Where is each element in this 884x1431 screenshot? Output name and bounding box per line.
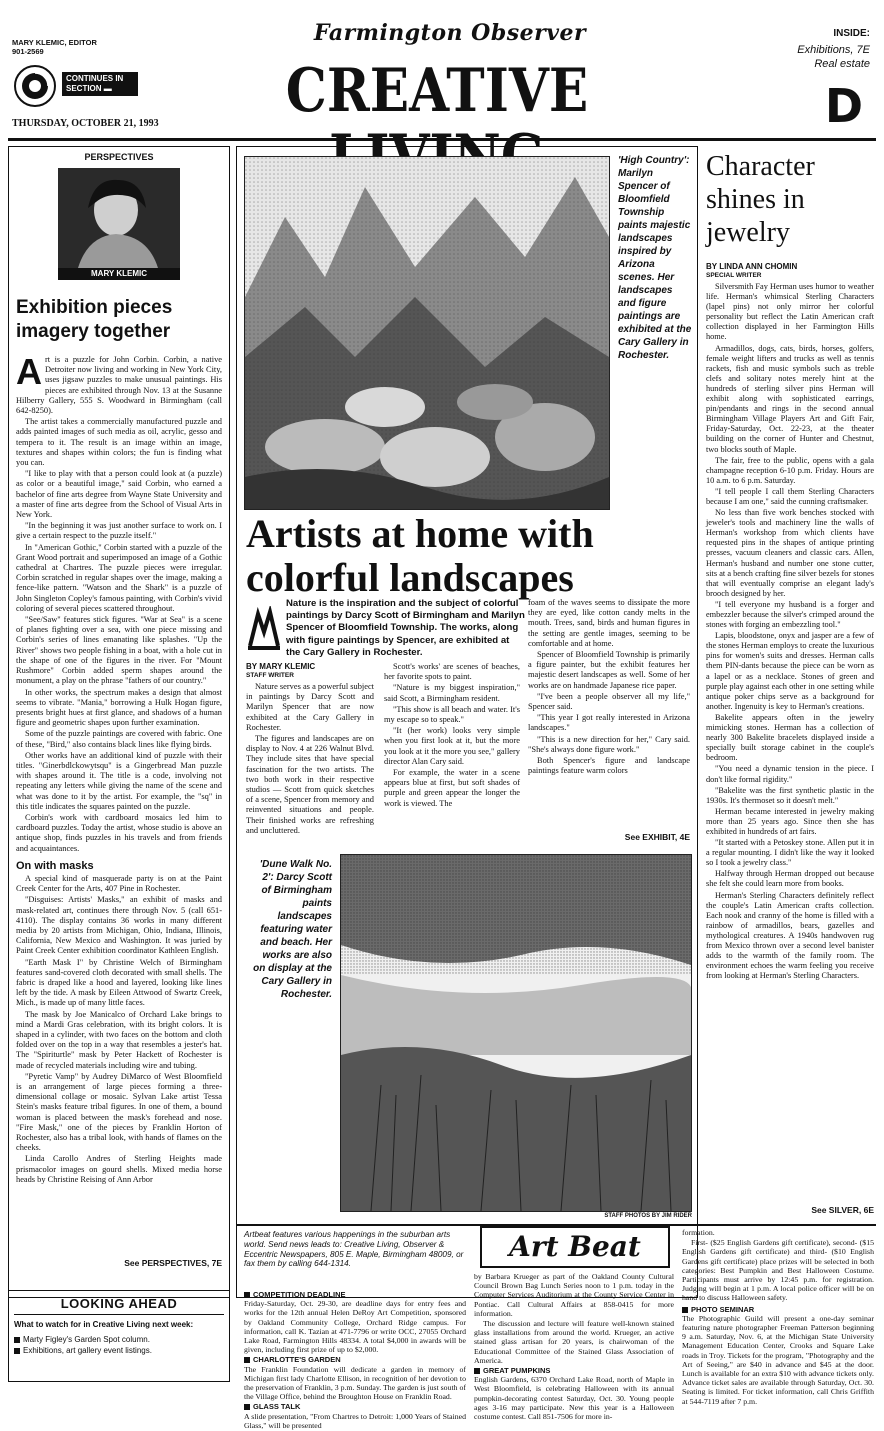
dune-walk-photo — [340, 854, 692, 1212]
bullet-icon — [682, 1307, 688, 1313]
paragraph: A slide presentation, "From Chartres to Detroit: 1,000 Years of Stained Glass," will be presented — [244, 1411, 466, 1430]
paragraph: Linda Carollo Andres of Sterling Heights made prismacolor images on gourd shells. Mixed media horse heads by Christine Reising of Ann Arbor — [16, 1154, 222, 1184]
paragraph: "This is a new direction for her," Cary said. "She's always done figure work." — [528, 734, 690, 754]
art-beat-title: Art Beat — [480, 1226, 670, 1268]
paragraph: rt is a puzzle for John Corbin. Corbin, a native Detroiter now living and working in New York City, uses jigsaw puzzles to make unusual paintings. His pieces are exhibited through Nov. 13 at the Susanne Hilberry Gallery, 555 S. Woodward in Birmingham (call 642-8250). — [16, 355, 222, 416]
art-beat-intro: Artbeat features various happenings in the suburban arts world. Send news leads to: Creative Living, Observer & Eccentric Newspapers, 805 E. Maple, Birmingham 48009, or fax them by calling 644-1314. — [244, 1230, 464, 1269]
paragraph: "I tell people I call them Sterling Characters because I am one," said the cunning craftsmaker. — [706, 486, 874, 506]
art-beat-heading: PHOTO SEMINAR — [682, 1305, 874, 1314]
paragraph: The Photographic Guild will present a one-day seminar featuring nature photographer Freeman Patterson beginning 9 a.m. Saturday, Nov. 6, at the Michigan State University Management Education Center, Crooks and Square Lake roads in Troy. Tickets for the program, "Photography and the Art of Seeing," are $40 in advance and $45 at the door. Lunch is available for an extra $10 with advance tickets only. Advance ticket sales are available through Saturday, Oct. 30. Seating is limited. For ticket information, call Chris Griffith at 544-7119 after 7 p.m. — [682, 1313, 874, 1406]
artist-logo-icon — [246, 606, 282, 652]
paragraph: A special kind of masquerade party is on at the Paint Creek Center for the Arts, 407 Pine in Rochester. — [16, 873, 222, 894]
paragraph: "It started with a Petoskey stone. Allen put it in a regular mounting. I didn't like the way it looked so I took a jewelry class." — [706, 838, 874, 868]
see-exhibit-link[interactable]: See EXHIBIT, 4E — [624, 832, 690, 842]
looking-ahead-title: LOOKING AHEAD — [60, 1296, 178, 1311]
paragraph: Armadillos, dogs, cats, birds, horses, golfers, female weight lifters and trucks as well as tennis rackets, fish and music symbols such as treble clefs and solitary notes merely hint at the hundreds of sterling silver pins Herman will exhibit along with sophisticated earrings, pin/pendants and rings in the second annual Birmingham Village Players Art and Gift Fair, Friday-Saturday, Oct. 22-23, at the theater building on the corner of Hunter and Chestnut, two blocks south of Maple. — [706, 343, 874, 454]
looking-ahead-intro: What to watch for in Creative Living next week: — [14, 1320, 194, 1329]
paragraph: Friday-Saturday, Oct. 29-30, are deadline days for entry fees and works for the 12th annual Helen DeRoy Art Competition, sponsored by Oakland Community College, Orchard Ridge campus. For information, call K. Tazian at 471-7796 or write OCC, 27055 Orchard Lake Road, Farmington Hills 48334. A total $4,000 in awards will be given, including first prize of up to $2,000. — [244, 1299, 466, 1355]
bullet-icon — [244, 1357, 250, 1363]
perspectives-label: PERSPECTIVES — [84, 152, 154, 162]
paragraph: foam of the waves seems to dissipate the more they are eyed, like cotton candy melts in the mouth. Trees, sand, birds and human figures in the setting are gentle images, seeming to be comfortable and at home. — [528, 598, 690, 648]
paragraph: "I've been a people observer all my life," Spencer said. — [528, 691, 690, 712]
art-beat-col1 — [244, 1290, 466, 1431]
inside-box — [740, 28, 870, 71]
subhead: On with masks — [16, 859, 94, 872]
art-beat-col2 — [474, 1272, 674, 1422]
art-beat-heading: GLASS TALK — [244, 1402, 466, 1411]
landscape-byline: BY MARY KLEMIC STAFF WRITER — [246, 662, 316, 679]
perspectives-body — [16, 351, 222, 1186]
bullet-icon — [14, 1337, 20, 1343]
high-country-caption: 'High Country': Marilyn Spencer of Bloomfield Township paints majestic landscapes inspired by Arizona scenes. Her landscapes and figure paintings are exhibited at the Cary Gallery in Rochester. — [618, 155, 692, 361]
editor-credit: MARY KLEMIC, EDITOR 901-2569 — [12, 38, 97, 56]
paragraph: "This show is all beach and water. It's my escape so to speak." — [384, 704, 520, 725]
paragraph: Spencer of Bloomfield Township is primarily a figure painter, but the exhibit features her majestic desert landscapes as well. Some of her works are on handmade Japanese rice paper. — [528, 650, 690, 690]
paragraph: Herman's Sterling Characters definitely reflect the couple's Latin American crafts collection. Each nook and cranny of the home is filled with a rainbow of armadillos, bears, gazelles and mythological creatures. A 1940s handwoven rug from Mexico thrown over a second level banister adds to the warmth of the family room. The environment echoes the warm feeling you receive from looking at Herman's Sterling Characters. — [706, 890, 874, 981]
paragraph: The discussion and lecture will feature well-known stained glass installations from around the world. Krueger, an active stained glass artisan for 20 years, is chairwoman of the Educational Committee of the Stained Glass Association of America. — [474, 1319, 674, 1365]
see-silver-link[interactable]: See SILVER, 6E — [811, 1205, 874, 1215]
landscape-col3 — [528, 598, 690, 777]
paragraph: "Pyretic Vamp" by Audrey DiMarco of West Bloomfield is an arrangement of large pieces forming a three-dimensional collage or mosaic. Sylvan Lake artist Tessa Stein's masks feature tribal figures. In one of them, a bound woman is placed between the mask's forehead and nose. "Fire Mask," one of the pieces by Franklin Horton of Rochester, also has a tribal look, with hands of flames on the cheeks. — [16, 1071, 222, 1153]
paragraph: formation. — [682, 1228, 715, 1237]
paragraph: The artist takes a commercially manufactured puzzle and adds painted images of such media as oil, acrylic, gesso and tempera to it. The result is an image within an image, textures and shapes within colors; the fun is finding what you can. — [16, 417, 222, 468]
paragraph: Other works have an additional kind of puzzle with their titles. "Ginerbdlckowytsqu" is a Gingerbread Man puzzle with shapes around it. The title is a code, involving not repeating any letters while giving the name of the scene and what was done to it by the artist. For example, the "sq" in this title indicates the squares painted on the puzzle. — [16, 750, 222, 811]
paragraph: "I like to play with that a person could look at (a puzzle) as color or a beautiful image," said Corbin, who earned a bachelor of fine arts degree from Wayne State University and a master of fine arts degree from the School of Visual Arts in New York. — [16, 469, 222, 520]
paragraph: In "American Gothic," Corbin started with a puzzle of the Grant Wood portrait and superimposed an image of a Gothic cathedral at Chartres. The puzzle pieces were irregular. Corbin scratched in regular shapes over the image, making a fence-like pattern. "Watson and the Shark" is a puzzle of John Singleton Copley's famous painting, with Corbin's vivid coloring of several pieces scattered throughout. — [16, 542, 222, 613]
art-beat-heading: COMPETITION DEADLINE — [244, 1290, 466, 1299]
perspectives-headline: Exhibition pieces imagery together — [16, 297, 173, 342]
paragraph: The Franklin Foundation will dedicate a garden in memory of Michigan first lady Charlotte Ellison, in recognition of her devotion to the preservation of Franklin, 3 p.m. Sunday. The garden is just south of the Village Office, behind the Broughton House on Franklin Road. — [244, 1364, 466, 1402]
paragraph: "I tell everyone my husband is a forger and embezzler because the silver's crimped around the stones with forging an embezzling tool." — [706, 599, 874, 630]
paragraph: "Earth Mask I" by Christine Welch of Birmingham features sand-covered cloth decorated with small shells. The fabric is draped like a hood and layered, looking like lines left by the tide. A mask by Eileen Attwood of Swartz Creek, Mich., is made up of many little faces. — [16, 957, 222, 1008]
art-beat-col3 — [682, 1228, 874, 1407]
art-beat-heading: CHARLOTTE'S GARDEN — [244, 1355, 466, 1364]
art-beat-heading: GREAT PUMPKINS — [474, 1366, 674, 1375]
drop-cap: A — [16, 351, 42, 392]
inside-item: Exhibitions, 7E — [797, 44, 870, 56]
paragraph: Some of the puzzle paintings are covered with fabric. One of these, "Bird," also contains black lines like flying birds. — [16, 729, 222, 749]
paragraph: Bakelite appears often in the jewelry mimicking stones. Herman has a collection of nearly 300 Bakelite bracelets displayed inside a specially built storage cabinet in the couple's bedroom. — [706, 712, 874, 763]
paragraph: "In the beginning it was just another surface to work on. I give a certain respect to the puzzle itself." — [16, 521, 222, 541]
creative-living-logo-icon — [13, 64, 57, 108]
photo-credit: STAFF PHOTOS BY JIM RIDER — [604, 1213, 692, 1219]
looking-ahead-list — [14, 1334, 224, 1356]
landscape-headline: Artists at home with colorful landscapes — [246, 511, 594, 600]
section-letter-badge: D — [824, 79, 864, 133]
arrow-icon: ▬ — [103, 84, 112, 93]
paragraph: Nature serves as a powerful subject in paintings by Darcy Scott and Marilyn Spencer that are now exhibited at the Cary Gallery in Rochester. — [246, 682, 374, 732]
paragraph: Lapis, bloodstone, onyx and jasper are a few of the stones Herman employs to create the luxurious pins for women's suits and dresses. Herman calls them PIN-dants because the piece can be worn as a lapel or as a necklace. Stones of green and purple play against each other in one setting while antique poker chips serve as a background for another. Ingenuity is key to Herman's creations. — [706, 631, 874, 711]
jewelry-headline: Character shines in jewelry — [706, 151, 815, 248]
paragraph: The fair, free to the public, opens with a gala champagne reception 6-10 p.m. Friday. Hours are 10 a.m. to 6 p.m. Saturday. — [706, 455, 874, 485]
continues-in-section-box: CONTINUES IN SECTION ▬ — [62, 72, 138, 96]
paragraph: "It (her work) looks very simple when you first look at it, but the more you look at it the more you see," gallery director Alan Cary said. — [384, 726, 520, 766]
paragraph: First- ($25 English Gardens gift certificate), second- ($15 English Gardens gift certificate) and third- ($10 English Gardens gift certificate) place prizes will be selected in both categories: Best Pumpkin and Best Halloween Costume. Participants must arrive by 12:45 p.m. for registration. Judging will begin at 1 p.m. A local police officer will be on hand to discuss Halloween safety. — [682, 1238, 874, 1303]
bullet-icon — [14, 1348, 20, 1354]
jewelry-byline: BY LINDA ANN CHOMIN SPECIAL WRITER — [706, 262, 798, 279]
paper-name: Farmington Observer — [313, 20, 587, 46]
columnist-name-bar: MARY KLEMIC — [58, 268, 180, 280]
columnist-photo — [58, 168, 180, 268]
paragraph: Scott's works' are scenes of beaches, her favorite spots to paint. — [384, 662, 520, 682]
looking-ahead-rule — [14, 1314, 224, 1315]
paragraph: Halfway through Herman dropped out because she felt she could learn more from books. — [706, 869, 874, 889]
dune-walk-caption: 'Dune Walk No. 2': Darcy Scott of Birmingham paints landscapes featuring water and beach. Her works are also on display at the Cary Gallery in Rochester. — [253, 859, 332, 1000]
paragraph: English Gardens, 6370 Orchard Lake Road, north of Maple in West Bloomfield, is celebrating Halloween with its annual pumpkin-decorating contest Saturday, Oct. 30. Young people ages 3-16 may participate. New this year is a Halloween costume contest. Call 851-7506 for more in- — [474, 1375, 674, 1422]
paragraph: Both Spencer's figure and landscape paintings feature warm colors — [528, 756, 690, 776]
masthead-rule — [8, 138, 876, 141]
paragraph: In other works, the spectrum makes a design that almost seems to vibrate. "Mania," borrowing a Hulk Hogan figure, presents bright hues at first glance, and shadows of a human figure and geometric shapes upon further examination. — [16, 687, 222, 728]
paragraph: "This year I got really interested in Arizona landscapes." — [528, 713, 690, 733]
bullet-icon — [244, 1292, 250, 1298]
landscape-deck: Nature is the inspiration and the subject of colorful paintings by Darcy Scott of Birmingham and Marilyn Spencer of Bloomfield Township. The works, along with figure paintings by Spencer, are exhibited at the Cary Gallery in Rochester. — [286, 598, 525, 658]
paragraph: Silversmith Fay Herman uses humor to weather life. Herman's whimsical Sterling Characters (lapel pins) not only mirror her colorful personality but reflect the Latin American craft collection displayed in her Farmington Hills home. — [706, 282, 874, 342]
inside-item: Real estate — [814, 58, 870, 70]
paragraph: Herman became interested in jewelry making more than 25 years ago. Since then she has exhibited in hundreds of art fairs. — [706, 806, 874, 836]
inside-label: INSIDE: — [833, 28, 870, 39]
high-country-photo — [244, 156, 610, 510]
paragraph: The figures and landscapes are on display to Nov. 4 at 226 Walnut Blvd. They include sites that have special fascination for the two artists. The two both work in their respective studios — Scott from quick sketches of a scene, Spencer from memory and reinvented situations and people. Their finished works are refreshing and uncluttered. — [246, 734, 374, 835]
paragraph: "Nature is my biggest inspiration," said Scott, a Birmingham resident. — [384, 683, 520, 703]
paragraph: "You need a dynamic tension in the piece. I don't like formal rigidity." — [706, 764, 874, 784]
paragraph: For example, the water in a scene appears blue at first, but soft shades of purple and green appear the longer the work is viewed. The — [384, 768, 520, 808]
paragraph: No less than five work benches stocked with jeweler's tools and machinery line the walls of Herman's workshop from which clients have requested pins in the shapes of antique printing presses, vacuum cleaners and classic cars. Allen, Herman's husband and number one stone cutter, sits at a bench crafting fine silver bezels for stones that will eventually comprise an elegant lady's brooch designed by her. — [706, 508, 874, 598]
see-perspectives-link[interactable]: See PERSPECTIVES, 7E — [124, 1258, 222, 1268]
paragraph: "See/Saw" features stick figures. "War at Sea" is a scene of planes fighting over a sea, with one piece missing and Corbin's series of lines emanating like splashes. "Up the River" shows two people fishing in a boat, with a hole cut in the shape of one of the figures in the river. For "Mount Rushmore" Corbin added sperm shapes around the monument, a play on the phrase "fathers of our country." — [16, 615, 222, 686]
bullet-icon — [474, 1368, 480, 1374]
list-item: Exhibitions, art gallery event listings. — [14, 1345, 224, 1356]
list-item: Marty Figley's Garden Spot column. — [14, 1334, 224, 1345]
landscape-col2 — [384, 662, 520, 810]
landscape-col1 — [246, 682, 374, 837]
issue-date: THURSDAY, OCTOBER 21, 1993 — [12, 118, 159, 129]
paragraph: "Bakelite was the first synthetic plastic in the 1930s. It's thermoset so it doesn't melt." — [706, 785, 874, 805]
paragraph: "Disguises: Artists' Masks," an exhibit of masks and mask-related art, continues there through Nov. 5 (call 651-4110). The display contains 36 works in many different media by 20 artists from Michigan, Ohio, Indiana, Illinois, California, New Mexico and Washington. It was juried by Paint Creek Center exhibition coordinator Kathleen English. — [16, 895, 222, 956]
jewelry-body — [706, 282, 874, 982]
section-title: CREATIVE — [285, 56, 589, 126]
paragraph: Corbin's work with cardboard mosaics led him to cardboard puzzles. Today the artist, whose studio is above an antique shop, finds puzzles in his travels and from friends and acquaintances. — [16, 812, 222, 853]
bullet-icon — [244, 1404, 250, 1410]
paragraph: The mask by Joe Manicalco of Orchard Lake brings to mind a Mardi Gras celebration, with its bright colors. It is shaped in a cylinder, with two faces on the bottom and cloth folded over on the top in a way that resembles a jester's hat. The "Spiriturtle" mask by Peter Hackett of Rochester is made of recycled materials including wire and tubing. — [16, 1009, 222, 1070]
paragraph: by Barbara Krueger as part of the Oakland County Cultural Council Brown Bag Lunch Series noon to 1 p.m. today in the Computer Services Auditorium at the County Service Center in Pontiac. Call Cultural Affairs at 858-0415 for more information. — [474, 1272, 674, 1318]
